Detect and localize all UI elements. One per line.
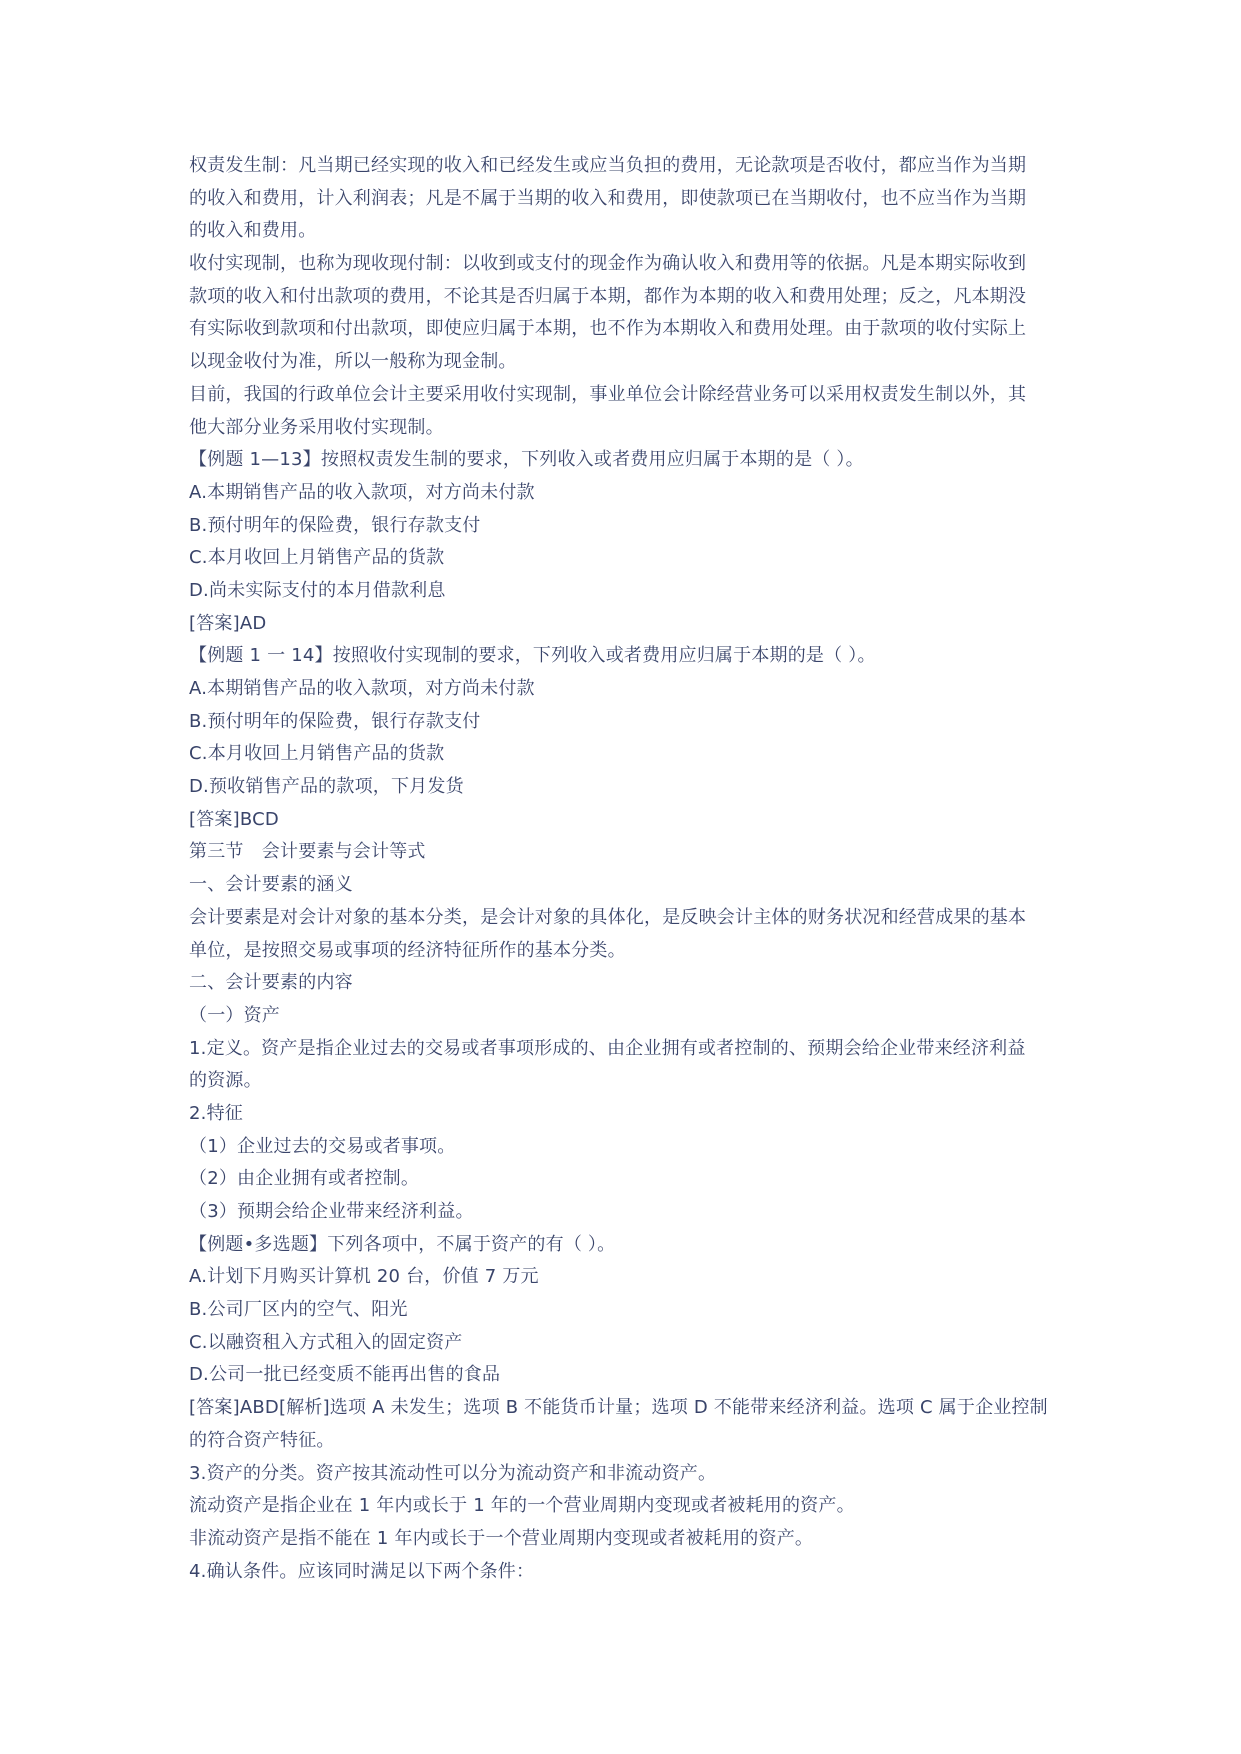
text-line: 单位，是按照交易或事项的经济特征所作的基本分类。	[189, 939, 626, 961]
text-line: （2）由企业拥有或者控制。	[189, 1168, 420, 1190]
text-line: 【例题 1 一 14】按照收付实现制的要求，下列收入或者费用应归属于本期的是（ ）。	[189, 645, 876, 667]
text-line: （3）预期会给企业带来经济利益。	[189, 1201, 474, 1222]
text-line: D.预收销售产品的款项，下月发货	[189, 776, 464, 798]
text-line: 权责发生制：凡当期已经实现的收入和已经发生或应当负担的费用，无论款项是否收付，都应当作为当期	[189, 155, 1027, 176]
text-line: D.公司一批已经变质不能再出售的食品	[189, 1364, 501, 1386]
text-line: [答案]AD	[189, 612, 267, 634]
text-line: 非流动资产是指不能在 1 年内或长于一个营业周期内变现或者被耗用的资产。	[189, 1527, 814, 1549]
text-line: 会计要素是对会计对象的基本分类，是会计对象的具体化，是反映会计主体的财务状况和经营成果的基本	[189, 906, 1027, 928]
text-line: （一）资产	[189, 1004, 280, 1026]
text-line: 【例题 1—13】按照权责发生制的要求，下列收入或者费用应归属于本期的是（ ）。	[189, 449, 864, 471]
text-line: 1.定义。资产是指企业过去的交易或者事项形成的、由企业拥有或者控制的、预期会给企业带来经济利益	[189, 1037, 1026, 1059]
text-line: B.公司厂区内的空气、阳光	[189, 1299, 408, 1321]
text-line: 的收入和费用，计入利润表；凡是不属于当期的收入和费用，即使款项已在当期收付，也不应当作为当期	[189, 187, 1027, 209]
text-line: 的收入和费用。	[189, 220, 317, 242]
text-line: 的符合资产特征。	[189, 1429, 335, 1451]
text-line: C.以融资租入方式租入的固定资产	[189, 1331, 463, 1353]
text-line: B.预付明年的保险费，银行存款支付	[189, 710, 481, 732]
text-line: B.预付明年的保险费，银行存款支付	[189, 514, 481, 536]
text-line: C.本月收回上月销售产品的货款	[189, 547, 445, 569]
text-line: 二、会计要素的内容	[189, 972, 353, 994]
text-line: A.本期销售产品的收入款项，对方尚未付款	[189, 481, 535, 503]
text-line: （1）企业过去的交易或者事项。	[189, 1135, 456, 1157]
text-line: 以现金收付为准，所以一般称为现金制。	[189, 351, 517, 373]
text-line: 流动资产是指企业在 1 年内或长于 1 年的一个营业周期内变现或者被耗用的资产。	[189, 1495, 855, 1517]
text-line: 他大部分业务采用收付实现制。	[189, 416, 444, 438]
text-line: [答案]ABD[解析]选项 A 未发生；选项 B 不能货币计量；选项 D 不能带来经济利益。选项 C 属于企业控制	[189, 1397, 1048, 1419]
text-line: 4.确认条件。应该同时满足以下两个条件：	[189, 1560, 535, 1582]
text-line: 目前，我国的行政单位会计主要采用收付实现制，事业单位会计除经营业务可以采用权责发生制以外，其	[189, 383, 1027, 405]
text-line: 第三节 会计要素与会计等式	[189, 841, 426, 863]
text-line: [答案]BCD	[189, 808, 279, 830]
text-line: A.本期销售产品的收入款项，对方尚未付款	[189, 678, 535, 699]
document-body	[189, 150, 1057, 1588]
text-line: 3.资产的分类。资产按其流动性可以分为流动资产和非流动资产。	[189, 1462, 717, 1484]
text-line: 的资源。	[189, 1070, 262, 1092]
text-line: D.尚未实际支付的本月借款利息	[189, 579, 446, 601]
text-line: 【例题•多选题】下列各项中，不属于资产的有（ ）。	[189, 1233, 616, 1255]
text-line: A.计划下月购买计算机 20 台，价值 7 万元	[189, 1266, 539, 1288]
text-line: 款项的收入和付出款项的费用，不论其是否归属于本期，都作为本期的收入和费用处理；反之，凡本期没	[189, 285, 1027, 307]
text-line: 2.特征	[189, 1102, 243, 1124]
text-line: 有实际收到款项和付出款项，即使应归属于本期，也不作为本期收入和费用处理。由于款项的收付实际上	[189, 318, 1027, 340]
text-line: C.本月收回上月销售产品的货款	[189, 743, 445, 765]
text-line: 一、会计要素的涵义	[189, 874, 353, 896]
text-line: 收付实现制，也称为现收现付制：以收到或支付的现金作为确认收入和费用等的依据。凡是本期实际收到	[189, 253, 1027, 275]
